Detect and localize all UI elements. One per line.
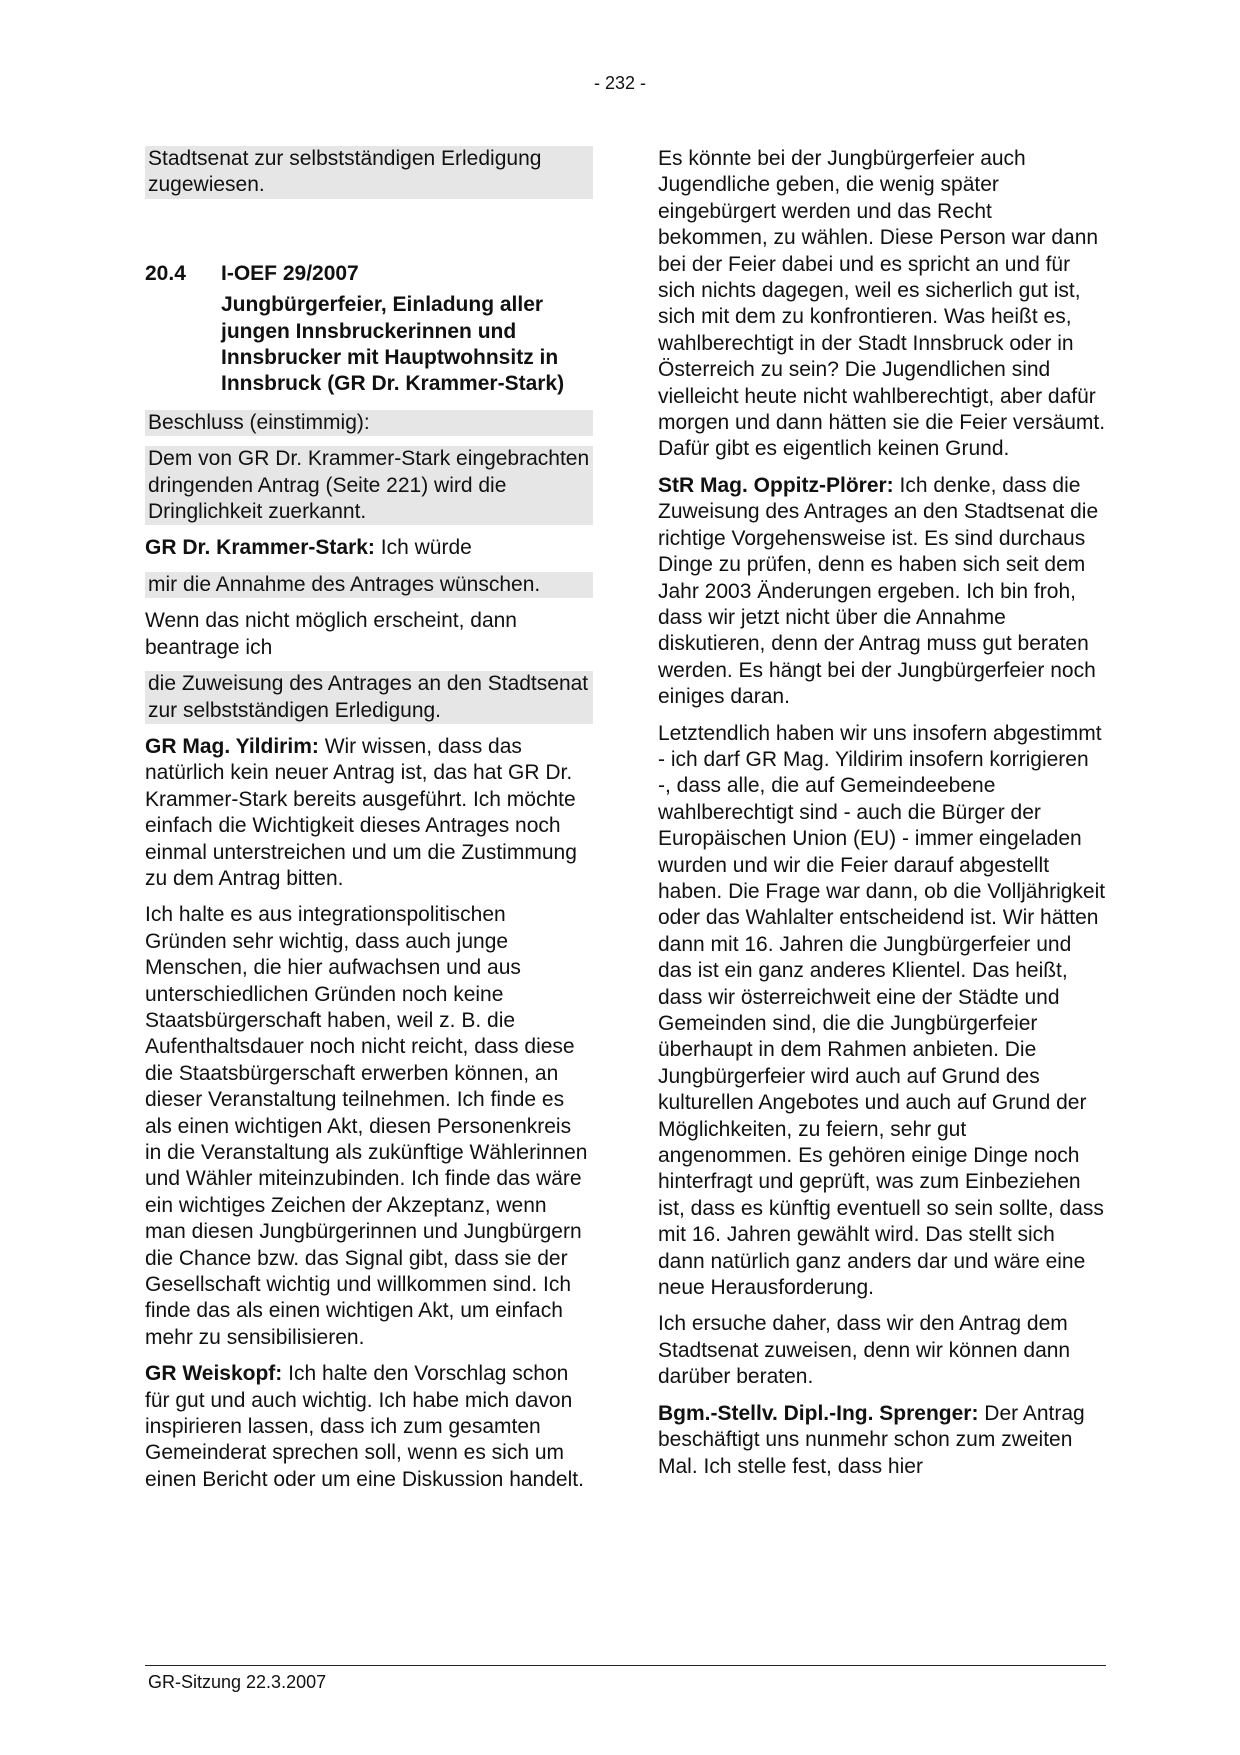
speech-text: Ich würde [374,536,472,560]
agenda-item-heading [145,261,593,287]
speech-text: Ich ersuche daher, dass wir den Antrag dem Stadtsenat zuweisen, denn wir können dann darüber beraten. [658,1312,1071,1389]
speech-text: Es könnte bei der Jungbürgerfeier auch Jugendliche geben, die wenig später eingebürgert werden und das Recht bekommen, zu wählen. Diese Person war dann bei der Feier dabei und es spricht an und für sich nichts dagegen, weil es sicherlich gut ist, sich mit dem zu konfrontieren. Was heißt es, wahlberechtigt in der Stadt Innsbruck oder in Österreich zu sein? Die Jugendlichen sind vielleicht heute nicht wahlberechtigt, aber dafür morgen und dann hätten sie die Feier versäumt. Dafür gibt es eigentlich keinen Grund. [658,147,1106,461]
speech-weiskopf [145,1361,593,1493]
speech-shaded-line: mir die Annahme des Antrages wünschen. [145,572,593,598]
right-column [658,146,1106,1490]
agenda-item-code: I-OEF 29/2007 [221,261,359,285]
speaker-name: StR Mag. Oppitz-Plörer: [658,473,894,497]
speech-sprenger [658,1401,1106,1480]
speaker-name: GR Weiskopf: [145,1362,283,1386]
speech-text: Wir wissen, dass das natürlich kein neuer Antrag ist, das hat GR Dr. Krammer-Stark bereits ausgeführt. Ich möchte einfach die Wichtigkeit dieses Antrages noch einmal unterstreichen und um die Zustimmung zu dem Antrag bitten. [145,734,577,890]
footer-session-label: GR-Sitzung 22.3.2007 [148,1672,327,1692]
agenda-item-number: 20.4 [145,261,186,285]
paragraph-continuation: Stadtsenat zur selbstständigen Erledigung zugewiesen. [145,146,593,199]
speaker-name: Bgm.-Stellv. Dipl.-Ing. Sprenger: [658,1401,979,1425]
speech-text: Wenn das nicht möglich erscheint, dann beantrage ich [145,609,517,659]
speech-text: Ich denke, dass die Zuweisung des Antrages an den Stadtsenat die richtige Vorgehensweise ist. Es sind durchaus Dinge zu prüfen, denn es haben sich seit dem Jahr 2003 Änderungen ergeben. Ich bin froh, dass wir jetzt nicht über die Annahme diskutieren, denn der Antrag muss gut beraten werden. Es hängt bei der Jungbürgerfeier noch einiges daran. [658,473,1099,709]
speech-text: Der Antrag beschäftigt uns nunmehr schon zum zweiten Mal. Ich stelle fest, dass hier [658,1401,1085,1478]
resolution-text: Dem von GR Dr. Krammer-Stark eingebrachten dringenden Antrag (Seite 221) wird die Dringlichkeit zuerkannt. [145,446,593,525]
speaker-name: GR Dr. Krammer-Stark: [145,536,375,560]
footer-divider [145,1665,1106,1666]
speech-shaded-line: die Zuweisung des Antrages an den Stadtsenat zur selbstständigen Erledigung. [145,671,593,724]
speech-text: Ich halte es aus integrationspolitischen Gründen sehr wichtig, dass auch junge Menschen, die hier aufwachsen und aus unterschiedlichen Gründen noch keine Staatsbürgerschaft haben, weil z. B. die Aufenthaltsdauer noch nicht reicht, dass diese die Staatsbürgerschaft erwerben können, an dieser Veranstaltung teilnehmen. Ich finde es als einen wichtigen Akt, diesen Personenkreis in die Veranstaltung als zukünftige Wählerinnen und Wähler miteinzubinden. Ich finde das wäre ein wichtiges Zeichen der Akzeptanz, wenn man diesen Jungbürgerinnen und Jungbürgern die Chance bzw. das Signal gibt, dass sie der Gesellschaft wichtig und willkommen sind. Ich finde das als einen wichtigen Akt, um einfach mehr zu sensibilisieren. [145,903,588,1349]
speech-text: Letztendlich haben wir uns insofern abgestimmt - ich darf GR Mag. Yildirim insofern korrigieren -, dass alle, die auf Gemeindeebene wahlberechtigt sind - auch die Bürger der Europäischen Union (EU) - immer eingeladen wurden und wir die Feier darauf abgestellt haben. Die Frage war dann, ob die Volljährigkeit oder das Wahlalter entscheidend ist. Wir hätten dann mit 16. Jahren die Jungbürgerfeier und das ist ein ganz anderes Klientel. Das heißt, dass wir österreichweit eine der Städte und Gemeinden sind, die die Jungbürgerfeier überhaupt in dem Rahmen anbieten. Die Jungbürgerfeier wird auch auf Grund des kulturellen Angebotes und auch auf Grund der Möglichkeiten, zu feiern, sehr gut angenommen. Es gehören einige Dinge noch hinterfragt und geprüft, was zum Einbeziehen ist, dass es künftig eventuell so sein sollte, dass mit 16. Jahren gewählt wird. Das stellt sich dann natürlich ganz anders dar und wäre eine neue Herausforderung. [658,721,1106,1300]
speech-krammer-stark [145,535,593,561]
agenda-item-title: Jungbürgerfeier, Einladung aller jungen Innsbruckerinnen und Innsbrucker mit Hauptwohnsitz in Innsbruck (GR Dr. Krammer-Stark) [221,293,565,396]
speech-yildirim [145,734,593,892]
speech-oppitz-ploerer [658,473,1106,711]
page-number: - 232 - [593,73,647,93]
speaker-name: GR Mag. Yildirim: [145,734,319,758]
resolution-label: Beschluss (einstimmig): [145,410,593,436]
speech-text: Ich halte den Vorschlag schon für gut und auch wichtig. Ich habe mich davon inspirieren lassen, dass ich zum gesamten Gemeinderat sprechen soll, wenn es sich um einen Bericht oder um eine Diskussion handelt. [145,1362,584,1491]
left-column [145,146,593,1503]
